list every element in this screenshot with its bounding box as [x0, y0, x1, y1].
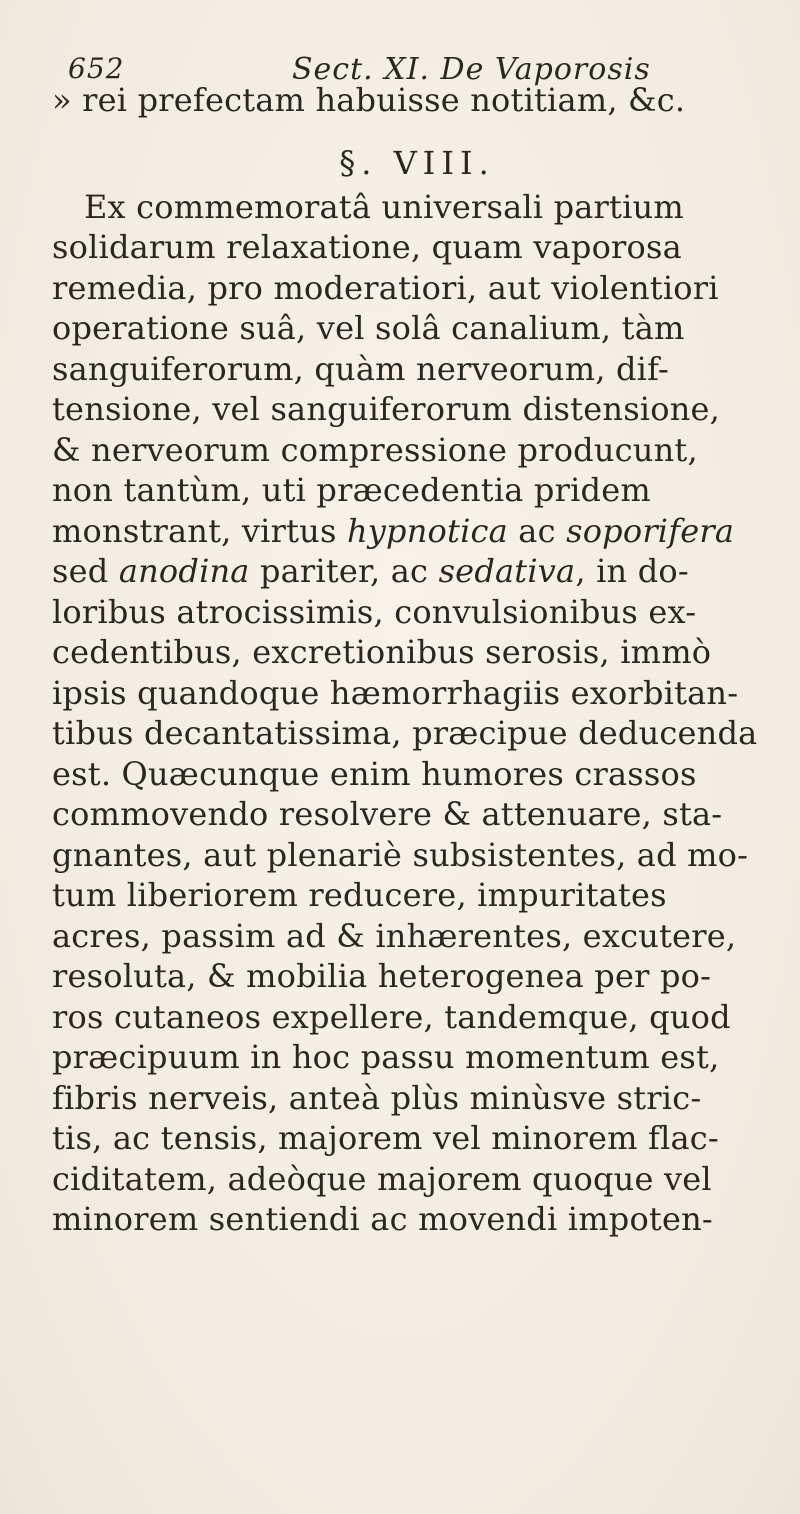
- page-number: 652: [68, 52, 125, 85]
- text-segment: est. Quæcunque enim humores crassos: [52, 754, 697, 793]
- text-segment: præcipuum in hoc passu momentum est,: [52, 1038, 720, 1076]
- text-segment: sanguiferorum, quàm nerveorum, dif-: [52, 349, 670, 388]
- text-segment: Ex commemoratâ universali partium: [84, 187, 684, 226]
- continuation-line: » rei prefectam habuisse notitiam, &c.: [52, 81, 686, 119]
- text-line: [52, 1159, 782, 1200]
- text-segment: tibus decantatissima, præcipue deducenda: [52, 714, 758, 752]
- text-segment: tensione, vel sanguiferorum distensione,: [52, 390, 721, 428]
- text-line: [52, 187, 782, 228]
- text-segment: gnantes, aut plenariè subsistentes, ad mo-: [52, 835, 749, 874]
- text-line: [52, 713, 782, 754]
- text-line: [52, 349, 782, 390]
- body-text: [52, 187, 782, 1240]
- text-segment: ac: [507, 511, 567, 550]
- text-segment: loribus atrocissimis, convulsionibus ex-: [52, 592, 697, 631]
- text-line: [52, 754, 782, 795]
- text-segment: ipsis quandoque hæmorrhagiis exorbitan-: [52, 673, 739, 712]
- text-line: [52, 875, 782, 916]
- text-segment: pariter, ac: [249, 552, 439, 590]
- text-segment: monstrant, virtus: [52, 511, 347, 550]
- text-line: [52, 956, 782, 997]
- text-segment: , in do-: [575, 552, 689, 590]
- text-segment: acres, passim ad & inhærentes, excutere,: [52, 916, 737, 955]
- text-line: [52, 511, 782, 552]
- italic-term: soporifera: [566, 511, 735, 550]
- italic-term: sedativa: [438, 552, 576, 590]
- text-line: [52, 835, 782, 876]
- text-line: [52, 1078, 782, 1119]
- italic-term: hypnotica: [346, 511, 508, 550]
- text-segment: minorem sentiendi ac movendi impoten-: [52, 1200, 713, 1238]
- text-line: [52, 1037, 782, 1078]
- text-segment: non tantùm, uti præcedentia pridem: [52, 471, 651, 509]
- text-line: [52, 389, 782, 430]
- text-segment: solidarum relaxatione, quam vaporosa: [52, 228, 682, 266]
- text-line: [52, 632, 782, 673]
- text-segment: commovendo resolvere & attenuare, sta-: [52, 795, 723, 833]
- text-line: [52, 268, 782, 309]
- text-segment: operatione suâ, vel solâ canalium, tàm: [52, 309, 685, 347]
- text-segment: remedia, pro moderatiori, aut violentiori: [52, 268, 719, 307]
- text-block: [52, 80, 782, 1240]
- text-line: [52, 308, 782, 349]
- text-segment: fibris nerveis, anteà plùs minùsve stric-: [52, 1078, 702, 1117]
- text-segment: sed: [52, 552, 119, 590]
- text-line: [52, 1199, 782, 1240]
- text-line: [52, 592, 782, 633]
- text-segment: resoluta, & mobilia heterogenea per po-: [52, 957, 712, 995]
- text-line: [52, 1118, 782, 1159]
- text-segment: tis, ac tensis, majorem vel minorem flac-: [52, 1119, 719, 1157]
- running-head: Sect. XI. De Vaporosis: [292, 52, 651, 87]
- text-line: [52, 673, 782, 714]
- text-segment: & nerveorum compressione producunt,: [52, 430, 698, 469]
- text-segment: tum liberiorem reducere, impuritates: [52, 876, 667, 914]
- text-line: [52, 430, 782, 471]
- text-segment: cedentibus, excretionibus serosis, immò: [52, 633, 712, 671]
- text-line: [52, 997, 782, 1038]
- text-line: [52, 551, 782, 592]
- text-line: [52, 794, 782, 835]
- text-line: [52, 227, 782, 268]
- text-line: [52, 470, 782, 511]
- italic-term: anodina: [118, 552, 250, 590]
- text-segment: ciditatem, adeòque majorem quoque vel: [52, 1159, 712, 1198]
- text-line: [52, 916, 782, 957]
- text-segment: ros cutaneos expellere, tandemque, quod: [52, 997, 731, 1036]
- section-heading: §. VIII.: [339, 143, 495, 182]
